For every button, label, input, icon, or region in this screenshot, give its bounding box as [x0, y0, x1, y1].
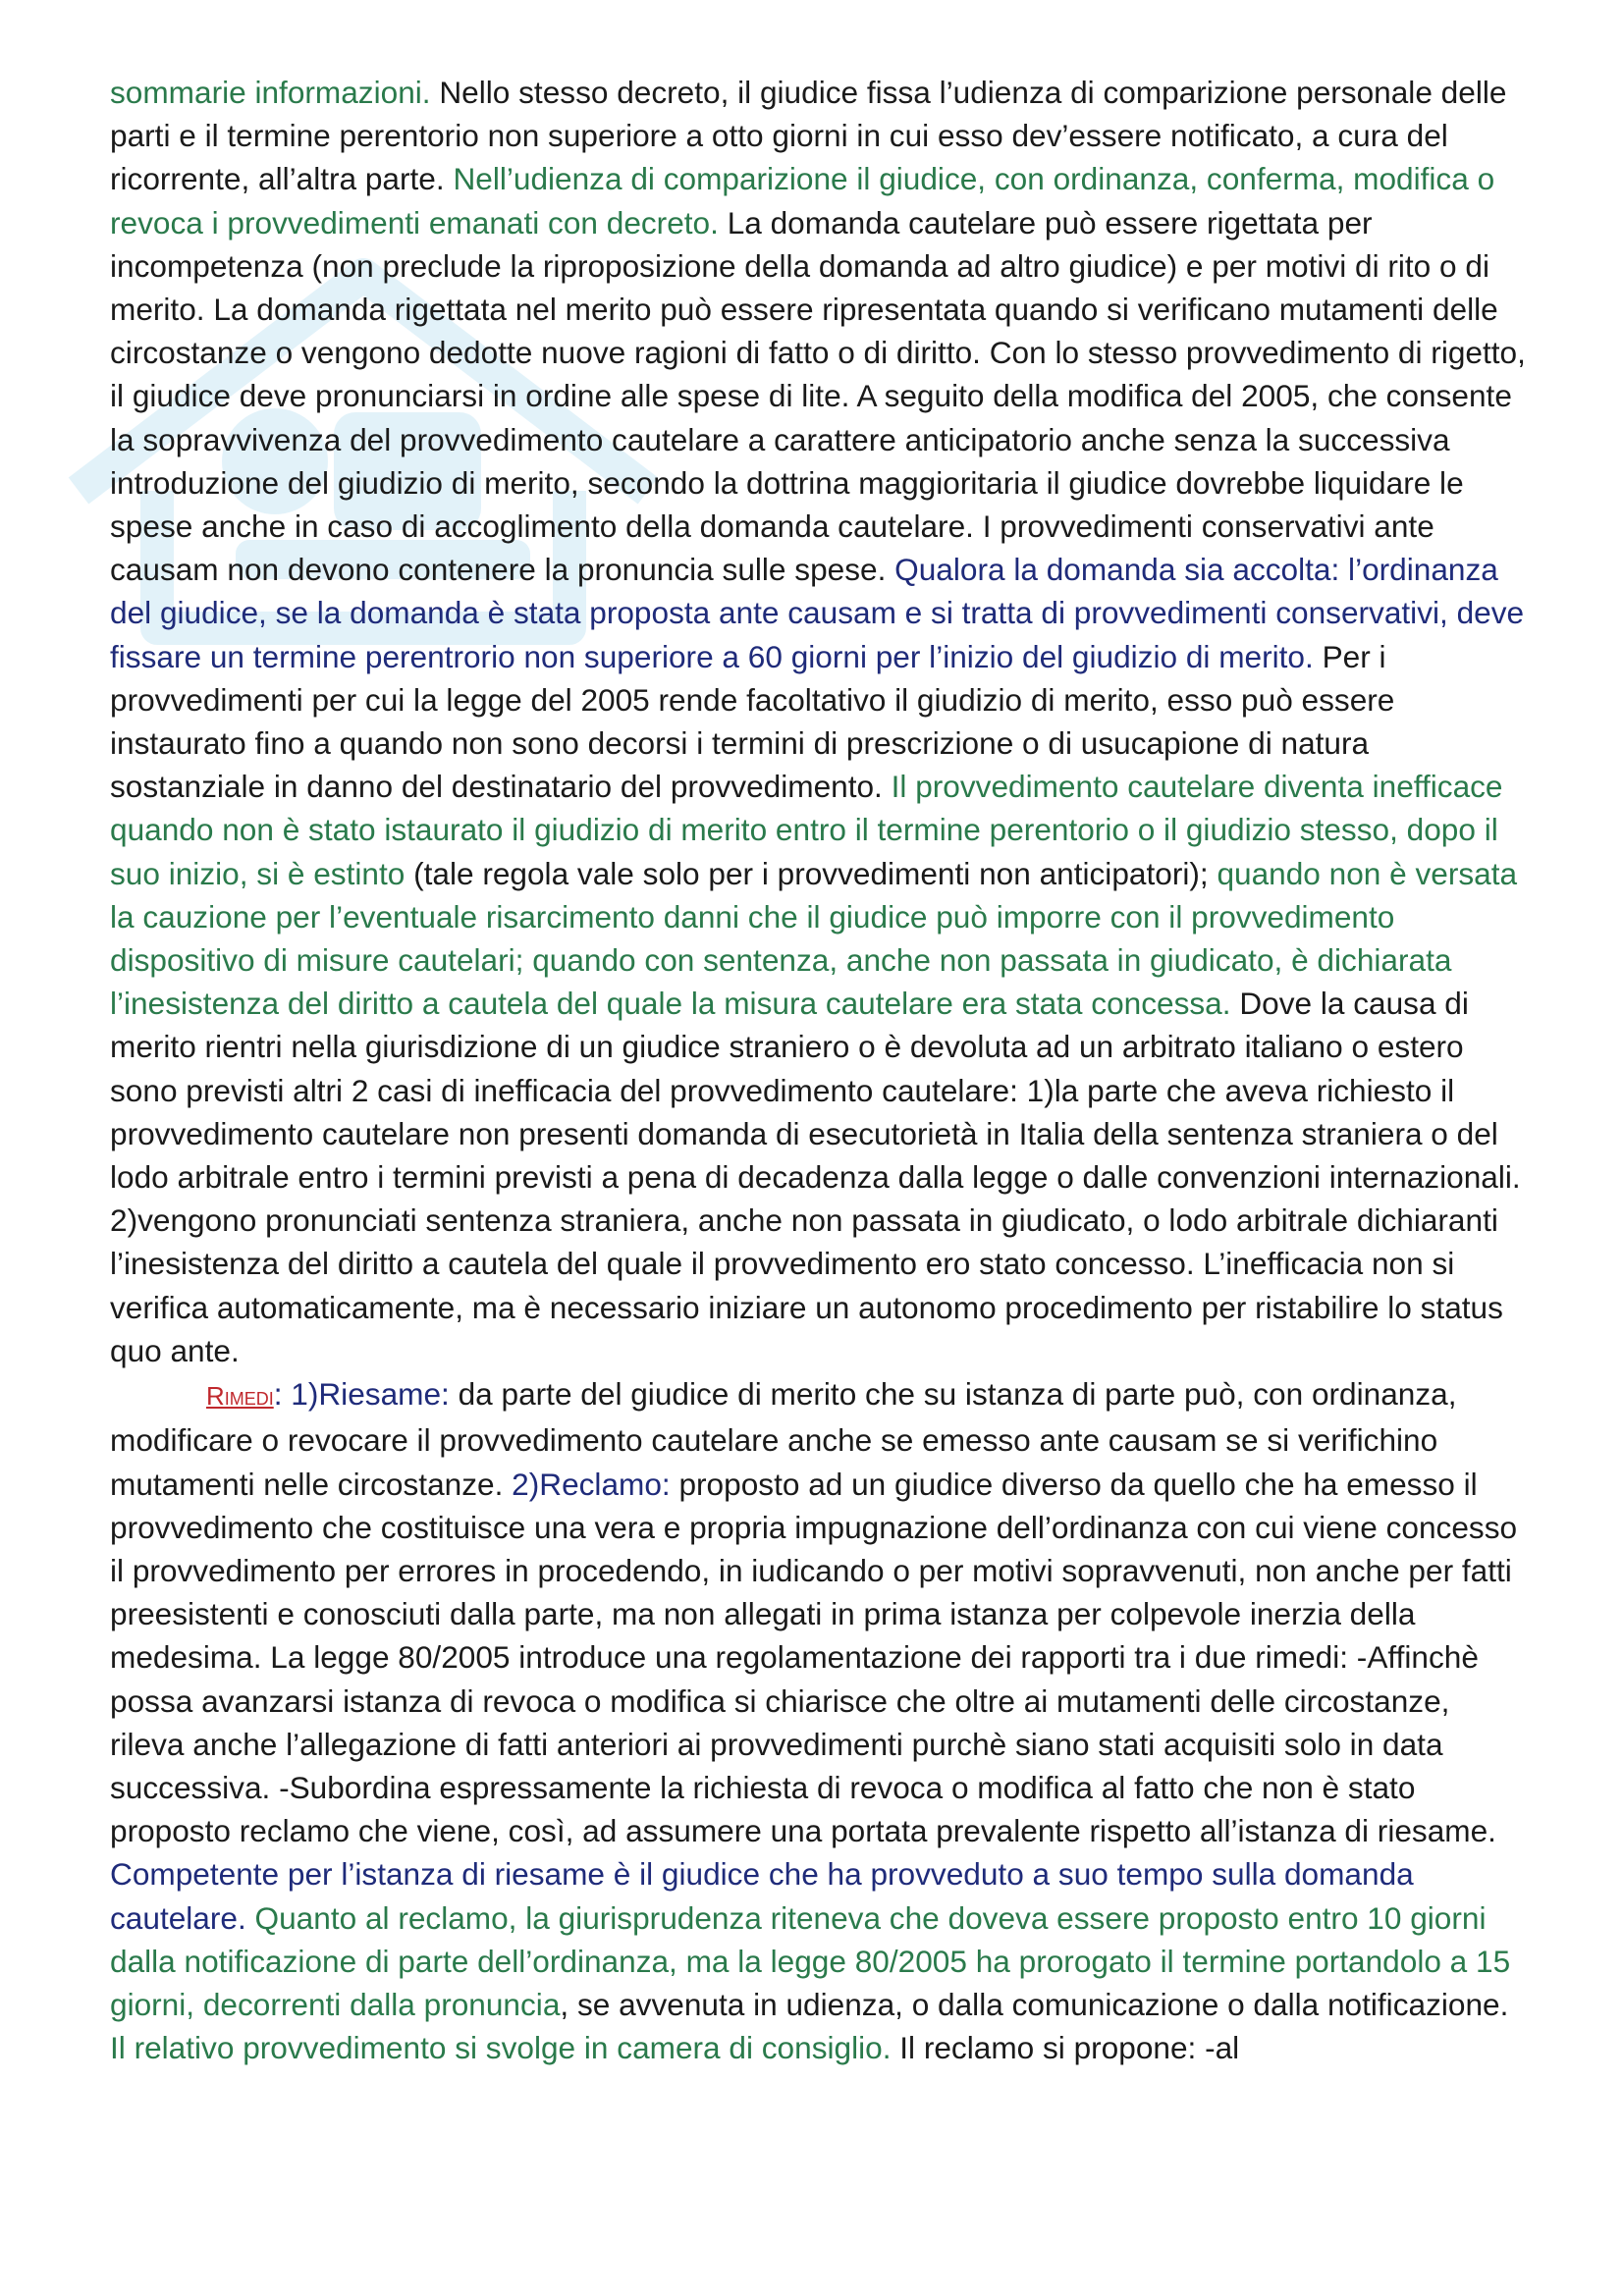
- paragraph1-segment: Nell’udienza di comparizione il giudice, con ordinanza, conferma, modifica o revoca i provvedimenti emanati con decreto.: [110, 161, 1495, 240]
- paragraph2-segment: 2)Reclamo:: [512, 1466, 679, 1502]
- paragraph1-segment: Il provvedimento cautelare diventa inefficace quando non è stato istaurato il giudizio di merito entro il termine perentorio o il giudizio stesso, dopo il suo inizio, si è estinto: [110, 769, 1503, 891]
- paragraph1-segment: (tale regola vale solo per i provvedimenti non anticipatori);: [413, 855, 1217, 891]
- document-body: [110, 71, 1532, 2069]
- paragraph2-segment: Competente per l’istanza di riesame è il giudice che ha provveduto a suo tempo sulla domanda cautelare.: [110, 1856, 1414, 1936]
- paragraph1-segment: Nello stesso decreto, il giudice fissa l’udienza di comparizione personale delle parti e il termine perentorio non superiore a otto giorni in cui esso dev’essere notificato, a cura del ricorrente, all’altra parte.: [110, 75, 1507, 197]
- paragraph2-segment: , se avvenuta in udienza, o dalla comunicazione o dalla notificazione.: [560, 1986, 1509, 2022]
- paragraph1-segment: Qualora la domanda sia accolta: l’ordinanza del giudice, se la domanda è stata proposta ante causam e si tratta di provvedimenti conservativi, deve fissare un termine perentrorio non superiore a 60 giorni per l’inizio del giudizio di merito.: [110, 552, 1525, 674]
- paragraph-rimedi: [110, 1372, 1532, 2069]
- paragraph2-segment: da parte del giudice di merito che su istanza di parte può, con ordinanza, modificare o revocare il provvedimento cautelare anche se emesso ante causam se si verifichino mutamenti nelle circostanze.: [110, 1376, 1457, 1502]
- paragraph-efficacy: [110, 71, 1532, 1372]
- paragraph1-segment: La domanda cautelare può essere rigettata per incompetenza (non preclude la riproposizione della domanda ad altro giudice) e per motivi di rito o di merito. La domanda rigettata nel merito può essere ripresentata quando si verificano mutamenti delle circostanze o vengono dedotte nuove ragioni di fatto o di diritto. Con lo stesso provvedimento di rigetto, il giudice deve pronunciarsi in ordine alle spese di lite. A seguito della modifica del 2005, che consente la sopravvivenza del provvedimento cautelare a carattere anticipatorio anche senza la successiva introduzione del giudizio di merito, secondo la dottrina maggioritaria il giudice dovrebbe liquidare le spese anche in caso di accoglimento della domanda cautelare. I provvedimenti conservativi ante causam non devono contenere la pronuncia sulle spese.: [110, 204, 1526, 588]
- paragraph2-segment: Il relativo provvedimento si svolge in camera di consiglio.: [110, 2030, 900, 2066]
- paragraph2-segment: Il reclamo si propone: -al: [899, 2030, 1240, 2066]
- paragraph1-segment: Dove la causa di merito rientri nella giurisdizione di un giudice straniero o è devoluta ad un arbitrato italiano o estero sono previsti altri 2 casi di inefficacia del provvedimento cautelare: 1)la parte che aveva richiesto il provvedimento cautelare non presenti domanda di esecutorietà in Italia della sentenza straniera o del lodo arbitrale entro i termini previsti a pena di decadenza dalla legge o dalle convenzioni internazionali. 2)vengono pronunciati sentenza straniera, anche non passata in giudicato, o lodo arbitrale dichiaranti l’inesistenza del diritto a cautela del quale il provvedimento ero stato concesso. L’inefficacia non si verifica automaticamente, ma è necessario iniziare un autonomo procedimento per ristabilire lo status quo ante.: [110, 986, 1521, 1368]
- paragraph2-segment: Quanto al reclamo, la giurisprudenza riteneva che doveva essere proposto entro 10 giorni dalla notificazione di parte dell’ordinanza, ma la legge 80/2005 ha prorogato il termine portandolo a 15 giorni, decorrenti dalla pronuncia: [110, 1899, 1511, 2022]
- paragraph2-segment: Rimedi: [206, 1383, 274, 1412]
- paragraph1-segment: sommarie informazioni.: [110, 75, 440, 110]
- paragraph2-segment: proposto ad un giudice diverso da quello che ha emesso il provvedimento che costituisce una vera e propria impugnazione dell’ordinanza con cui viene concesso il provvedimento per errores in procedendo, in iudicando o per motivi sopravvenuti, non anche per fatti preesistenti e conosciuti dalla parte, ma non allegati in prima istanza per colpevole inerzia della medesima. La legge 80/2005 introduce una regolamentazione dei rapporti tra i due rimedi: -Affinchè possa avanzarsi istanza di revoca o modifica si chiarisce che oltre ai mutamenti delle circostanze, rileva anche l’allegazione di fatti anteriori ai provvedimenti purchè siano stati acquisiti solo in data successiva. -Subordina espressamente la richiesta di revoca o modifica al fatto che non è stato proposto reclamo che viene, così, ad assumere una portata prevalente rispetto all’istanza di riesame.: [110, 1466, 1518, 1849]
- paragraph1-segment: quando non è versata la cauzione per l’eventuale risarcimento danni che il giudice può imporre con il provvedimento dispositivo di misure cautelari; quando con sentenza, anche non passata in giudicato, è dichiarata l’inesistenza del diritto a cautela del quale la misura cautelare era stata concessa.: [110, 855, 1518, 1022]
- paragraph2-segment: : 1)Riesame:: [273, 1376, 459, 1413]
- paragraph1-segment: Per i provvedimenti per cui la legge del 2005 rende facoltativo il giudizio di merito, esso può essere instaurato fino a quando non sono decorsi i termini di prescrizione o di usucapione di natura sostanziale in danno del destinatario del provvedimento.: [110, 638, 1395, 805]
